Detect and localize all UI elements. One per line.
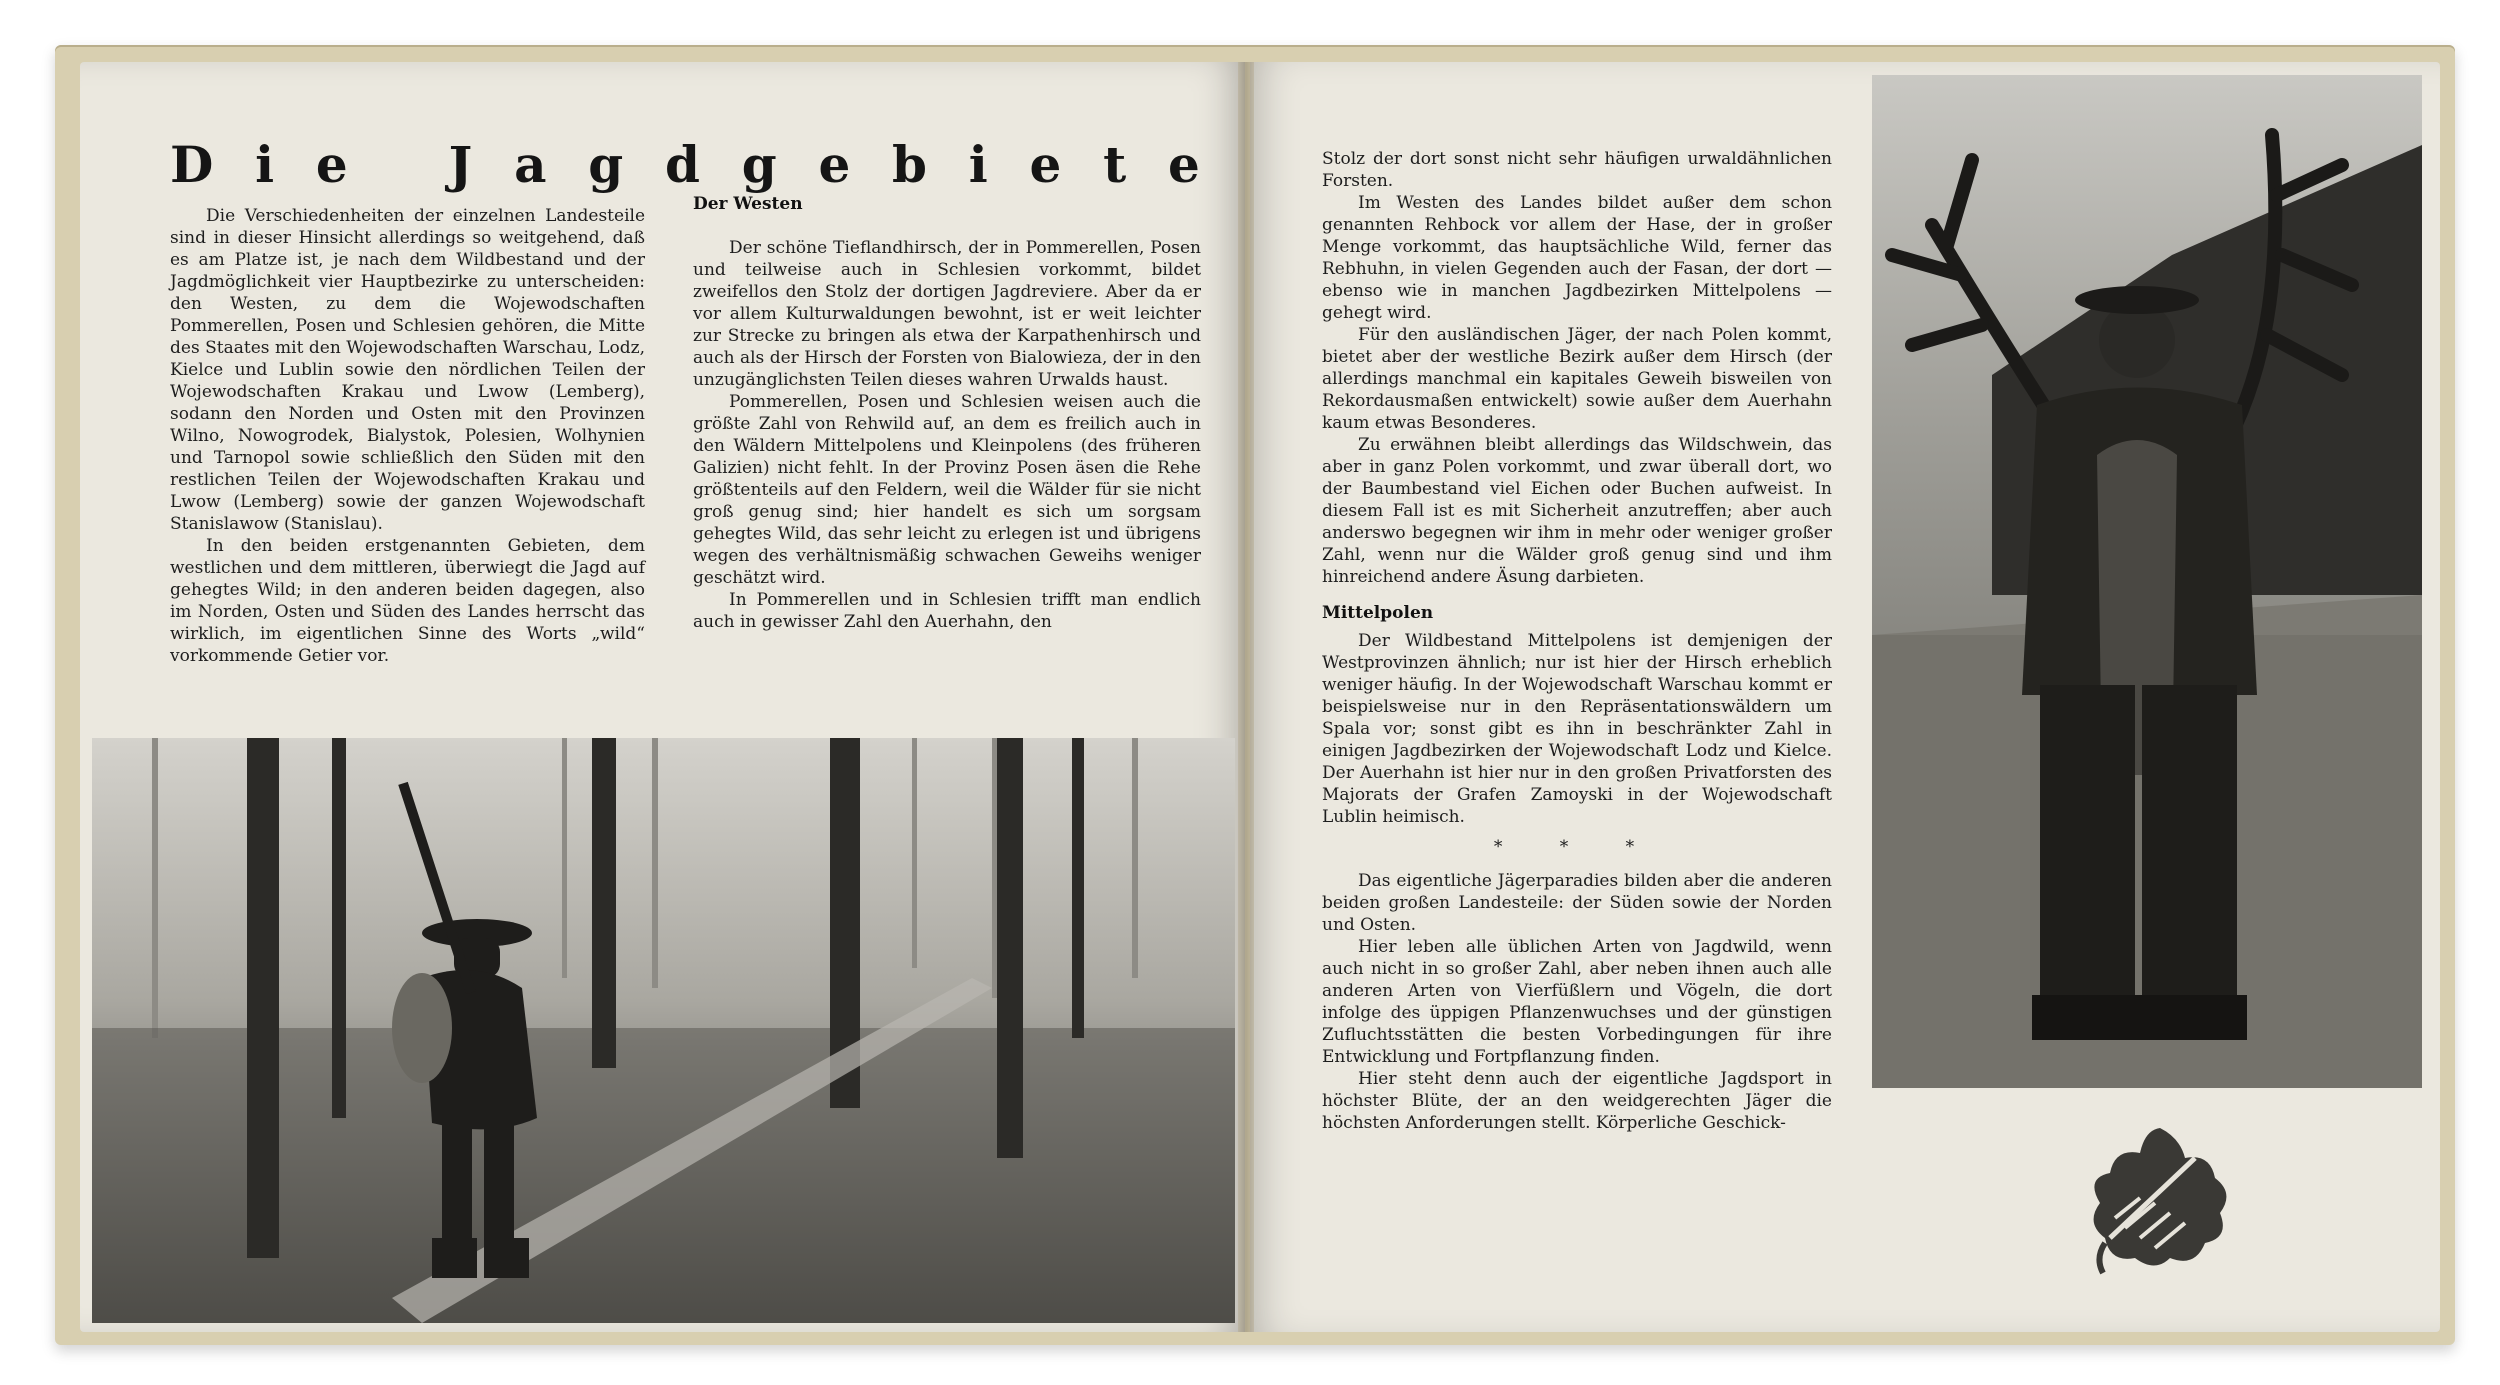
title-letter: a <box>514 135 547 194</box>
paragraph: Das eigentliche Jägerparadies bilden aber die anderen beiden großen Landesteile: der Süden sowie der Norden und Osten. <box>1322 871 1832 935</box>
title-letter: t <box>1103 135 1127 194</box>
text-column-left-1 <box>170 205 645 667</box>
hunter-with-antlers-photo <box>1872 75 2422 1088</box>
paragraph: Hier steht denn auch der eigentliche Jagdsport in höchster Blüte, der an den weidgerechten Jäger die höchsten Anforderungen stellt. Körperliche Geschick- <box>1322 1069 1832 1133</box>
page-title <box>170 135 1200 194</box>
section-divider-stars: * * * <box>1493 837 1661 857</box>
paragraph: In den beiden erstgenannten Gebieten, dem westlichen und dem mittleren, überwiegt die Jagd auf gehegtes Wild; in den anderen beiden dagegen, also im Norden, Osten und Süden des Landes herrscht das wirklich, im eigentlichen Sinne des Worts „wild“ vorkommende Getier vor. <box>170 536 645 666</box>
paragraph: In Pommerellen und in Schlesien trifft man endlich auch in gewisser Zahl den Auerhahn, den <box>693 590 1201 632</box>
title-letter: e <box>315 135 348 194</box>
book-gutter <box>1238 62 1254 1332</box>
paragraph: Hier leben alle üblichen Arten von Jagdwild, wenn auch nicht in so großer Zahl, aber neben ihnen auch alle anderen Arten von Vierfüßlern und Vögeln, die dort infolge des üppigen Pflanzenwuchses und der günstigen Zufluchtsstätten die besten Vorbedingungen für ihre Entwicklung und Fortpflanzung finden. <box>1322 937 1832 1067</box>
title-letter: i <box>255 135 275 194</box>
title-letter: D <box>170 135 214 194</box>
paragraph: Im Westen des Landes bildet außer dem schon genannten Rehbock vor allem der Hase, der in großer Menge vorkommt, das hauptsächliche Wild, ferner das Rebhuhn, in vielen Gegenden auch der Fasan, der dort — ebenso wie in manchen Jagdbezirken Mittelpolens — gehegt wird. <box>1322 193 1832 323</box>
title-letter: e <box>818 135 851 194</box>
title-letter: b <box>892 135 928 194</box>
text-column-right <box>1322 148 1832 1134</box>
title-letter: e <box>1168 135 1200 194</box>
paragraph: Pommerellen, Posen und Schlesien weisen auch die größte Zahl von Rehwild auf, an dem es freilich auch in den Wäldern Mittelpolens und Kleinpolens (des früheren Galizien) nicht fehlt. In der Provinz Posen äsen die Rehe größtenteils auf den Feldern, weil die Wälder für sie nicht groß genug sind; hier handelt es sich um sorgsam gehegtes Wild, das sehr leicht zu erlegen ist und übrigens wegen des verhältnismäßig schwachen Geweihs weniger geschätzt wird. <box>693 392 1201 588</box>
title-letter: g <box>741 135 777 194</box>
text-column-left-2 <box>693 193 1201 633</box>
paragraph: Stolz der dort sonst nicht sehr häufigen urwaldähnlichen Forsten. <box>1322 149 1832 191</box>
paragraph: Der schöne Tieflandhirsch, der in Pommerellen, Posen und teilweise auch in Schlesien vorkommt, bildet zweifellos den Stolz der dortigen Jagdreviere. Aber da er vor allem Kulturwaldungen bewohnt, ist er weit leichter zur Strecke zu bringen als etwa der Karpathenhirsch und auch als der Hirsch der Forsten von Bialowieza, der in den unzugänglichsten Teilen dieses wahren Urwalds haust. <box>693 238 1201 390</box>
forest-hunter-photo <box>92 738 1235 1323</box>
title-letter: g <box>588 135 624 194</box>
paragraph: Für den ausländischen Jäger, der nach Polen kommt, bietet aber der westliche Bezirk außer dem Hirsch (der allerdings manchmal ein kapitales Geweih bisweilen von Rekordausmaßen entwickelt) sowie außer dem Auerhahn kaum etwas Besonderes. <box>1322 325 1832 433</box>
section-heading-westen: Der Westen <box>693 194 803 214</box>
paragraph: Die Verschiedenheiten der einzelnen Landesteile sind in dieser Hinsicht allerdings so weitgehend, daß es am Platze ist, je nach dem Wildbestand und der Jagdmöglichkeit vier Hauptbezirke zu unterscheiden: den Westen, zu dem die Wojewodschaften Pommerellen, Posen und Schlesien gehören, die Mitte des Staates mit den Wojewodschaften Warschau, Lodz, Kielce und Lublin sowie den nördlichen Teilen der Wojewodschaften Krakau und Lwow (Lemberg), sodann den Norden und Osten mit den Provinzen Wilno, Nowogrodek, Bialystok, Polesien, Wolhynien und Tarnopol sowie schließlich den Süden mit den restlichen Teilen der Wojewodschaften Krakau und Lwow (Lemberg) sowie der ganzen Wojewodschaft Stanislawow (Stanislau). <box>170 206 645 534</box>
oak-leaf-logo-icon <box>2085 1118 2235 1278</box>
title-letter <box>389 135 406 194</box>
section-heading-mittelpolen: Mittelpolen <box>1322 603 1434 623</box>
title-letter: e <box>1029 135 1062 194</box>
paragraph: Der Wildbestand Mittelpolens ist demjenigen der Westprovinzen ähnlich; nur ist hier der Hirsch erheblich weniger häufig. In der Wojewodschaft Warschau kommt er beispielsweise nur in den Repräsentationswäldern um Spala vor; sonst gibt es ihn in beschränkter Zahl in einigen Jagdbezirken der Wojewodschaft Lodz und Kielce. Der Auerhahn ist hier nur in den großen Privatforsten des Majorats der Grafen Zamoyski in der Wojewodschaft Lublin heimisch. <box>1322 631 1832 827</box>
title-letter: i <box>968 135 988 194</box>
paragraph: Zu erwähnen bleibt allerdings das Wildschwein, das aber in ganz Polen vorkommt, und zwar überall dort, wo der Baumbestand viel Eichen oder Buchen aufweist. In diesem Fall ist es mit Sicherheit anzutreffen; aber auch anderswo begegnen wir ihm in mehr oder weniger großer Zahl, wenn nur die Wälder groß genug sind und ihm hinreichend andere Äsung darbieten. <box>1322 435 1832 587</box>
title-letter: d <box>665 135 700 194</box>
title-letter: J <box>448 135 473 194</box>
